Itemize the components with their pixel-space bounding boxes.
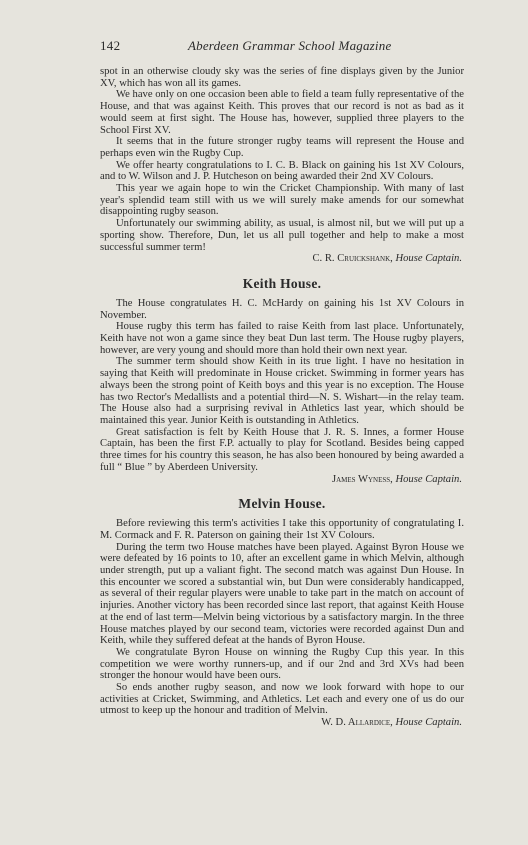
signature-name: W. D. Allardice, bbox=[321, 717, 393, 729]
paragraph: The summer term should show Keith in its true light. I have no hesitation in saying that Keith will predominate in House cricket. Swimming in former years has always been the strong point of Keith boys and this year is no exception. The House has two Rector's Medallists and a potential third—N. S. Wishart—in the relay team. The House also had a surprising revival in Athletics last year, which should be maintained this year. Junior Keith is outstanding in Athletics. bbox=[100, 356, 464, 426]
paragraph: It seems that in the future stronger rugby teams will represent the House and perhaps even win the Rugby Cup. bbox=[100, 136, 464, 159]
page-content bbox=[100, 66, 464, 729]
paragraph: This year we again hope to win the Cricket Championship. With many of last year's splendid team still with us we will surely make amends for our somewhat disappointing rugby season. bbox=[100, 183, 464, 218]
paragraph: Great satisfaction is felt by Keith House that J. R. S. Innes, a former House Captain, has been the first F.P. actually to play for Scotland. Besides being capped three times for his country this season, he has also been honoured by being awarded a full “ Blue ” by Aberdeen University. bbox=[100, 426, 464, 473]
signature-name: James Wyness, bbox=[331, 473, 393, 485]
signature-role: House Captain. bbox=[395, 473, 462, 485]
paragraph: House rugby this term has failed to raise Keith from last place. Unfortunately, Keith have not won a game since they beat Dun last term. The House rugby players, however, are very young and should more than hold their own next year. bbox=[100, 321, 464, 356]
paragraph: We have only on one occasion been able to field a team fully representative of the House, and that was against Keith. This proves that our record is not as bad as it would seem at first sight. The House has, however, supplied three players to the School First XV. bbox=[100, 89, 464, 136]
signature bbox=[100, 253, 464, 265]
page-number: 142 bbox=[100, 38, 121, 53]
paragraph: We offer hearty congratulations to I. C. B. Black on gaining his 1st XV Colours, and to W. Wilson and J. P. Hutcheson on being awarded their 2nd XV Colours. bbox=[100, 159, 464, 183]
keith-house-report bbox=[100, 276, 464, 485]
section-heading: Keith House. bbox=[242, 275, 322, 291]
dun-house-report bbox=[100, 66, 464, 265]
section-heading: Melvin House. bbox=[238, 496, 326, 512]
running-title: Aberdeen Grammar School Magazine bbox=[188, 38, 392, 53]
paragraph: The House congratulates H. C. McHardy on gaining his 1st XV Colours in November. bbox=[100, 297, 464, 321]
paragraph: So ends another rugby season, and now we look forward with hope to our activities at Cricket, Swimming, and Athletics. Let each and every one of us do our utmost to keep up the honour and tradition of Melvin. bbox=[100, 682, 464, 717]
paragraph: We congratulate Byron House on winning the Rugby Cup this year. In this competition we were worthy runners-up, and if our 2nd and 3rd XVs had been stronger the honour would have been ours. bbox=[100, 646, 464, 682]
paragraph: spot in an otherwise cloudy sky was the series of fine displays given by the Junior XV, which has won all its games. bbox=[100, 66, 464, 89]
signature-name: C. R. Cruickshank, bbox=[312, 253, 393, 265]
signature-role: House Captain. bbox=[395, 717, 462, 729]
melvin-house-report bbox=[100, 496, 464, 729]
paragraph: Unfortunately our swimming ability, as usual, is almost nil, but we will put up a sporting show. Therefore, Dun, let us all pull together and help to make a most successful summer term! bbox=[100, 218, 464, 253]
page-header bbox=[100, 38, 464, 58]
paragraph: During the term two House matches have been played. Against Byron House we were defeated by 16 points to 10, after an excellent game in which Melvin, although under strength, put up a valiant fight. The second match was against Dun House. In this encounter we scored a substantial win, but Dun were considerably handicapped, as several of their regular players were unable to take part in the match on account of injuries. Another victory has been recorded since last report, that against Keith House at the end of last term—Melvin being victorious by a satisfactory margin. In the three House matches played by our second team, victories were recorded against Dun and Keith, while they suffered defeat at the hands of Byron House. bbox=[100, 541, 464, 647]
signature bbox=[100, 474, 464, 486]
signature-role: House Captain. bbox=[395, 253, 462, 265]
paragraph: Before reviewing this term's activities I take this opportunity of congratulating I. M. Cormack and F. R. Paterson on gaining their 1st XV Colours. bbox=[100, 518, 464, 541]
signature bbox=[100, 717, 464, 729]
